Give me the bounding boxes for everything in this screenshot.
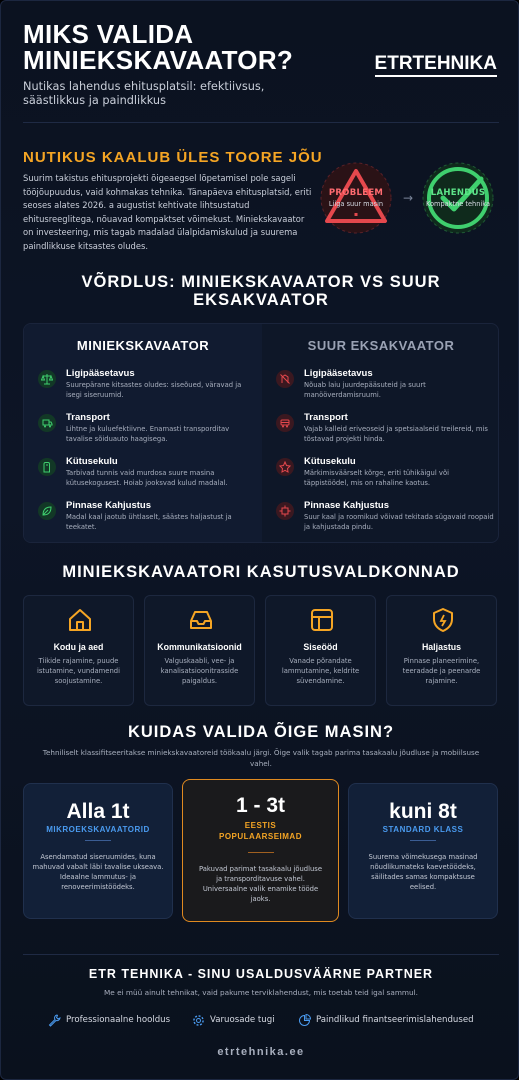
feature-text: Lihtne ja kuluefektiivne. Enamasti transporditav tavalise sõiduauto haagisega. bbox=[66, 425, 230, 443]
use-text: Pinnase planeerimine, teeradade ja peenarde rajamine. bbox=[402, 657, 481, 685]
feature-text: Vajab kalleid eriveoseid ja spetsiaalseid treilereid, mis tõstavad projekti hinda. bbox=[304, 425, 488, 443]
title-line-1: MIKS VALIDA bbox=[23, 19, 194, 49]
feature-text: Suur kaal ja roomikud võivad tekitada sügavaid roopaid ja kahjustada pindu. bbox=[304, 513, 494, 531]
partner-title: ETR TEHNIKA - SINU USALDUSVÄÄRNE PARTNER bbox=[88, 967, 434, 981]
use-title: Kodu ja aed bbox=[53, 642, 104, 652]
check-circle-icon bbox=[421, 161, 495, 235]
divider bbox=[410, 840, 436, 841]
solution-badge bbox=[421, 161, 495, 235]
page-subtitle: Nutikas lahendus ehitusplatsil: efektiivsus, säästlikkus ja paindlikkus bbox=[23, 80, 265, 107]
warning-triangle-icon bbox=[319, 161, 393, 235]
class-text: Asendamatud siseruumides, kuna mahuvad vabalt läbi tavalise ukseava. Ideaalne lammutus- ja renoveerimistöödeks. bbox=[32, 853, 164, 891]
class-card-micro bbox=[23, 783, 173, 919]
class-tag: MIKROEKSKAVAATORID bbox=[46, 825, 150, 834]
website-link[interactable]: etrtehnika.ee bbox=[217, 1046, 305, 1058]
class-weight: Alla 1t bbox=[66, 800, 130, 823]
class-weight: kuni 8t bbox=[389, 800, 457, 823]
section-divider bbox=[23, 954, 499, 955]
trailer-icon bbox=[276, 414, 294, 432]
comparison-table bbox=[23, 323, 499, 543]
feature-title: Pinnase Kahjustus bbox=[304, 500, 389, 511]
large-column bbox=[262, 324, 499, 542]
damage-icon bbox=[276, 502, 294, 520]
scale-icon bbox=[38, 370, 56, 388]
problem-text: Liiga suur masin bbox=[328, 200, 384, 208]
feature-text: Nõuab laiu juurdepääsuteid ja suurt manööverdamisruumi. bbox=[304, 381, 426, 399]
use-text: Valguskaabli, vee- ja kanalisatsioonitrasside paigaldus. bbox=[160, 657, 239, 685]
feature-title: Transport bbox=[304, 412, 348, 423]
class-weight: 1 - 3t bbox=[235, 794, 285, 817]
comparison-title: VÕRDLUS: MINIEKSKAVAATOR VS SUUR EKSAKVAATOR bbox=[81, 273, 441, 309]
class-card-popular bbox=[182, 779, 339, 922]
fuel-icon bbox=[38, 458, 56, 476]
feature-text: Suurepärane kitsastes oludes: siseõued, väravad ja isegi siseruumid. bbox=[66, 381, 242, 399]
use-title: Siseööd bbox=[303, 642, 338, 652]
use-title: Haljastus bbox=[421, 642, 462, 652]
problem-badge bbox=[319, 161, 393, 235]
class-text: Pakuvad parimat tasakaalu jõudluse ja transporditavuse vahel. Universaalne valik enamike tööde jaoks. bbox=[198, 865, 323, 903]
shield-icon bbox=[429, 606, 457, 634]
feature-title: Ligipääsetavus bbox=[66, 368, 135, 379]
house-icon bbox=[66, 606, 94, 634]
use-card-utilities bbox=[144, 595, 255, 706]
feature-title: Pinnase Kahjustus bbox=[66, 500, 151, 511]
feature-text: Tarbivad tunnis vaid murdosa suure masina kütusekogusest. Hoiab jooksvad kulud madalal. bbox=[66, 469, 228, 487]
perk-label: Varuosade tugi bbox=[210, 1015, 275, 1025]
arrow-right-icon: → bbox=[403, 191, 414, 205]
feature-title: Kütusekulu bbox=[304, 456, 356, 467]
mini-column-heading: MINIEKSKAVAATOR bbox=[76, 338, 210, 353]
use-card-landscaping bbox=[386, 595, 497, 706]
intro-heading: NUTIKUS KAALUB ÜLES TOORE JÕU bbox=[23, 149, 323, 166]
use-text: Vanade põrandate lammutamine, keldrite süvendamine. bbox=[281, 657, 360, 685]
feature-text: Madal kaal jaotub ühtlaselt, säästes haljastust ja teekatet. bbox=[66, 513, 232, 531]
intro-text: Suurim takistus ehitusprojekti õigeaegsel lõpetamisel pole sageli tööjõupuudus, vaid kohmakas tehnika. Tänapäeva ehitusplatsid, eriti seoses alates 2026. a augustist kehtivate lihtsustatud ehitusreeglitega, nõuavad kompaktset võimekust. Miniekskavaator on investeering, mis tagab madalad ülalpidamiskulud ja suurema paindlikkuse kitsastes oludes. bbox=[23, 173, 312, 251]
use-title: Kommunikatsioonid bbox=[157, 642, 242, 652]
partner-subtitle: Me ei müü ainult tehnikat, vaid pakume terviklahendust, mis toetab teid igal sammul. bbox=[103, 988, 419, 997]
inbox-icon bbox=[187, 606, 215, 634]
divider bbox=[248, 852, 274, 853]
title-line-2: MINIEKSKAVAATOR? bbox=[23, 45, 294, 75]
uses-title: MINIEKSKAVAATORI KASUTUSVALDKONNAD bbox=[62, 563, 460, 581]
truck-icon bbox=[38, 414, 56, 432]
feature-title: Kütusekulu bbox=[66, 456, 118, 467]
choose-title: KUIDAS VALIDA ÕIGE MASIN? bbox=[127, 723, 395, 741]
flame-icon bbox=[276, 458, 294, 476]
feature-title: Ligipääsetavus bbox=[304, 368, 373, 379]
leaf-icon bbox=[38, 502, 56, 520]
large-column-heading: SUUR EKSAKVAATOR bbox=[307, 338, 455, 353]
use-card-home bbox=[23, 595, 134, 706]
problem-label: PROBLEEM bbox=[328, 188, 384, 198]
feature-title: Transport bbox=[66, 412, 110, 423]
class-tag: EESTIS POPULAARSEIMAD bbox=[218, 821, 302, 841]
divider bbox=[85, 840, 111, 841]
class-card-standard bbox=[348, 783, 498, 919]
choose-subtitle: Tehniliselt klassifitseeritakse miniekskavaatoreid töökaalu järgi. Õige valik tagab parima tasakaalu jõudluse ja mobiilsuse vahel. bbox=[42, 748, 480, 768]
class-text: Suurema võimekusega masinad nõudlikumateks kaevetöödeks, säilitades samas kompaktsuse eelised. bbox=[368, 853, 478, 891]
problem-solution-graphic bbox=[319, 161, 499, 241]
perk-label: Paindlikud finantseerimislahendused bbox=[316, 1015, 474, 1025]
wrench-icon bbox=[48, 1014, 61, 1027]
brand-logo: ETRTEHNIKA bbox=[374, 53, 497, 74]
perk-label: Professionaalne hooldus bbox=[66, 1015, 171, 1025]
use-card-interior bbox=[265, 595, 376, 706]
solution-label: LAHENDUS bbox=[430, 188, 486, 198]
mini-column bbox=[24, 324, 262, 542]
class-tag: STANDARD KLASS bbox=[382, 825, 464, 834]
gear-icon bbox=[192, 1014, 205, 1027]
solution-text: Kompaktne tehnika bbox=[426, 200, 490, 208]
feature-text: Märkimisväärselt kõrge, eriti tühikäigul või täppistöödel, mis on rahaline kaotus. bbox=[304, 469, 449, 487]
interior-icon bbox=[308, 606, 336, 634]
use-text: Tiikide rajamine, puude istutamine, vundamendi soojustamine. bbox=[37, 657, 120, 685]
no-access-icon bbox=[276, 370, 294, 388]
finance-icon bbox=[298, 1014, 311, 1027]
header bbox=[23, 21, 499, 123]
